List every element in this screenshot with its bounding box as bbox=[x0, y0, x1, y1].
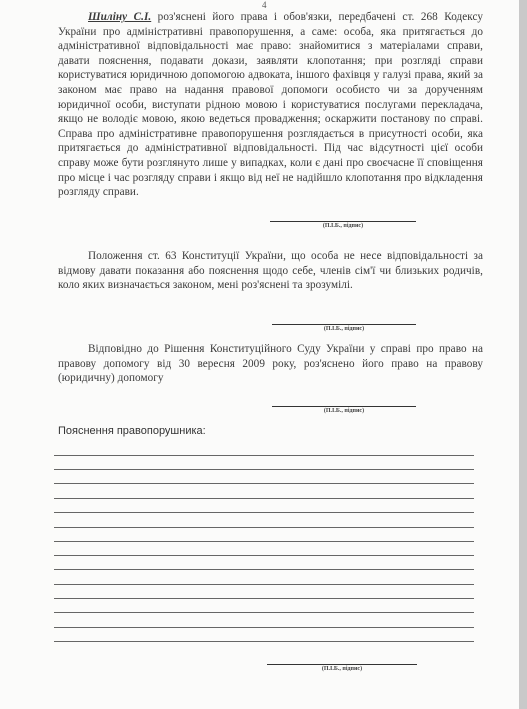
explanation-label: Пояснення правопорушника: bbox=[58, 425, 206, 437]
writing-line bbox=[54, 541, 474, 542]
writing-line bbox=[54, 527, 474, 528]
rights-text: роз'яснені його права і обов'язки, передбачені ст. 268 Кодексу України про адміністративні правопорушення, а саме: особа, яка притягається до адміністративної відповідальності має право: знайомитися з матеріалами справи, давати пояснення, подавати докази, заявляти клопотання; при розгляді справи користуватися юридичною допомогою адвоката, іншого фахівця у галузі права, який за законом має право на надання правової допомоги особисто чи за дорученням юридичної особи, виступати рідною мовою і користуватися послугами перекладача, якщо не володіє мовою, якою ведеться провадження; оскаржити постанову по справі. Справа про адміністративне правопорушення розглядається в присутності особи, яка притягається до адміністративної відповідальності. Під час відсутності цієї особи справу може бути розглянуто лише у випадках, коли є дані про своєчасне її сповіщення про місце і час розгляду справи і якщо від неї не надійшло клопотання про відкладення розгляду справи. bbox=[58, 11, 483, 199]
signature-line-4 bbox=[267, 664, 417, 678]
writing-line bbox=[54, 483, 474, 484]
signature-line-2 bbox=[272, 324, 416, 338]
writing-line bbox=[54, 555, 474, 556]
writing-line bbox=[54, 612, 474, 613]
scan-edge bbox=[519, 0, 527, 709]
writing-line bbox=[54, 512, 474, 513]
signature-line-1 bbox=[270, 221, 416, 235]
constitution-paragraph: Положення ст. 63 Конституції України, що особа не несе відповідальності за відмову давати показання або пояснення щодо себе, членів сім'ї чи близьких родичів, коло яких визначається законом, мені роз'яснені та зрозумілі. bbox=[58, 250, 483, 292]
writing-line bbox=[54, 455, 474, 456]
signature-line-3 bbox=[272, 406, 416, 420]
signature-caption: (П.І.Б., підпис) bbox=[321, 666, 363, 672]
rights-paragraph bbox=[58, 10, 483, 200]
writing-line bbox=[54, 598, 474, 599]
writing-line bbox=[54, 498, 474, 499]
signature-caption: (П.І.Б., підпис) bbox=[323, 326, 365, 332]
legal-aid-paragraph: Відповідно до Рішення Конституційного Суду України у справі про право на правову допомогу від 30 вересня 2009 року, роз'яснено його право на правову (юридичну) допомогу bbox=[58, 343, 483, 385]
signature-caption: (П.І.Б., підпис) bbox=[322, 223, 364, 229]
writing-line bbox=[54, 627, 474, 628]
writing-line bbox=[54, 469, 474, 470]
writing-line bbox=[54, 641, 474, 642]
writing-line bbox=[54, 569, 474, 570]
signature-caption: (П.І.Б., підпис) bbox=[323, 408, 365, 414]
page-marker: 4 bbox=[262, 0, 267, 10]
offender-name: Шиліну С.І. bbox=[88, 11, 152, 23]
writing-line bbox=[54, 584, 474, 585]
